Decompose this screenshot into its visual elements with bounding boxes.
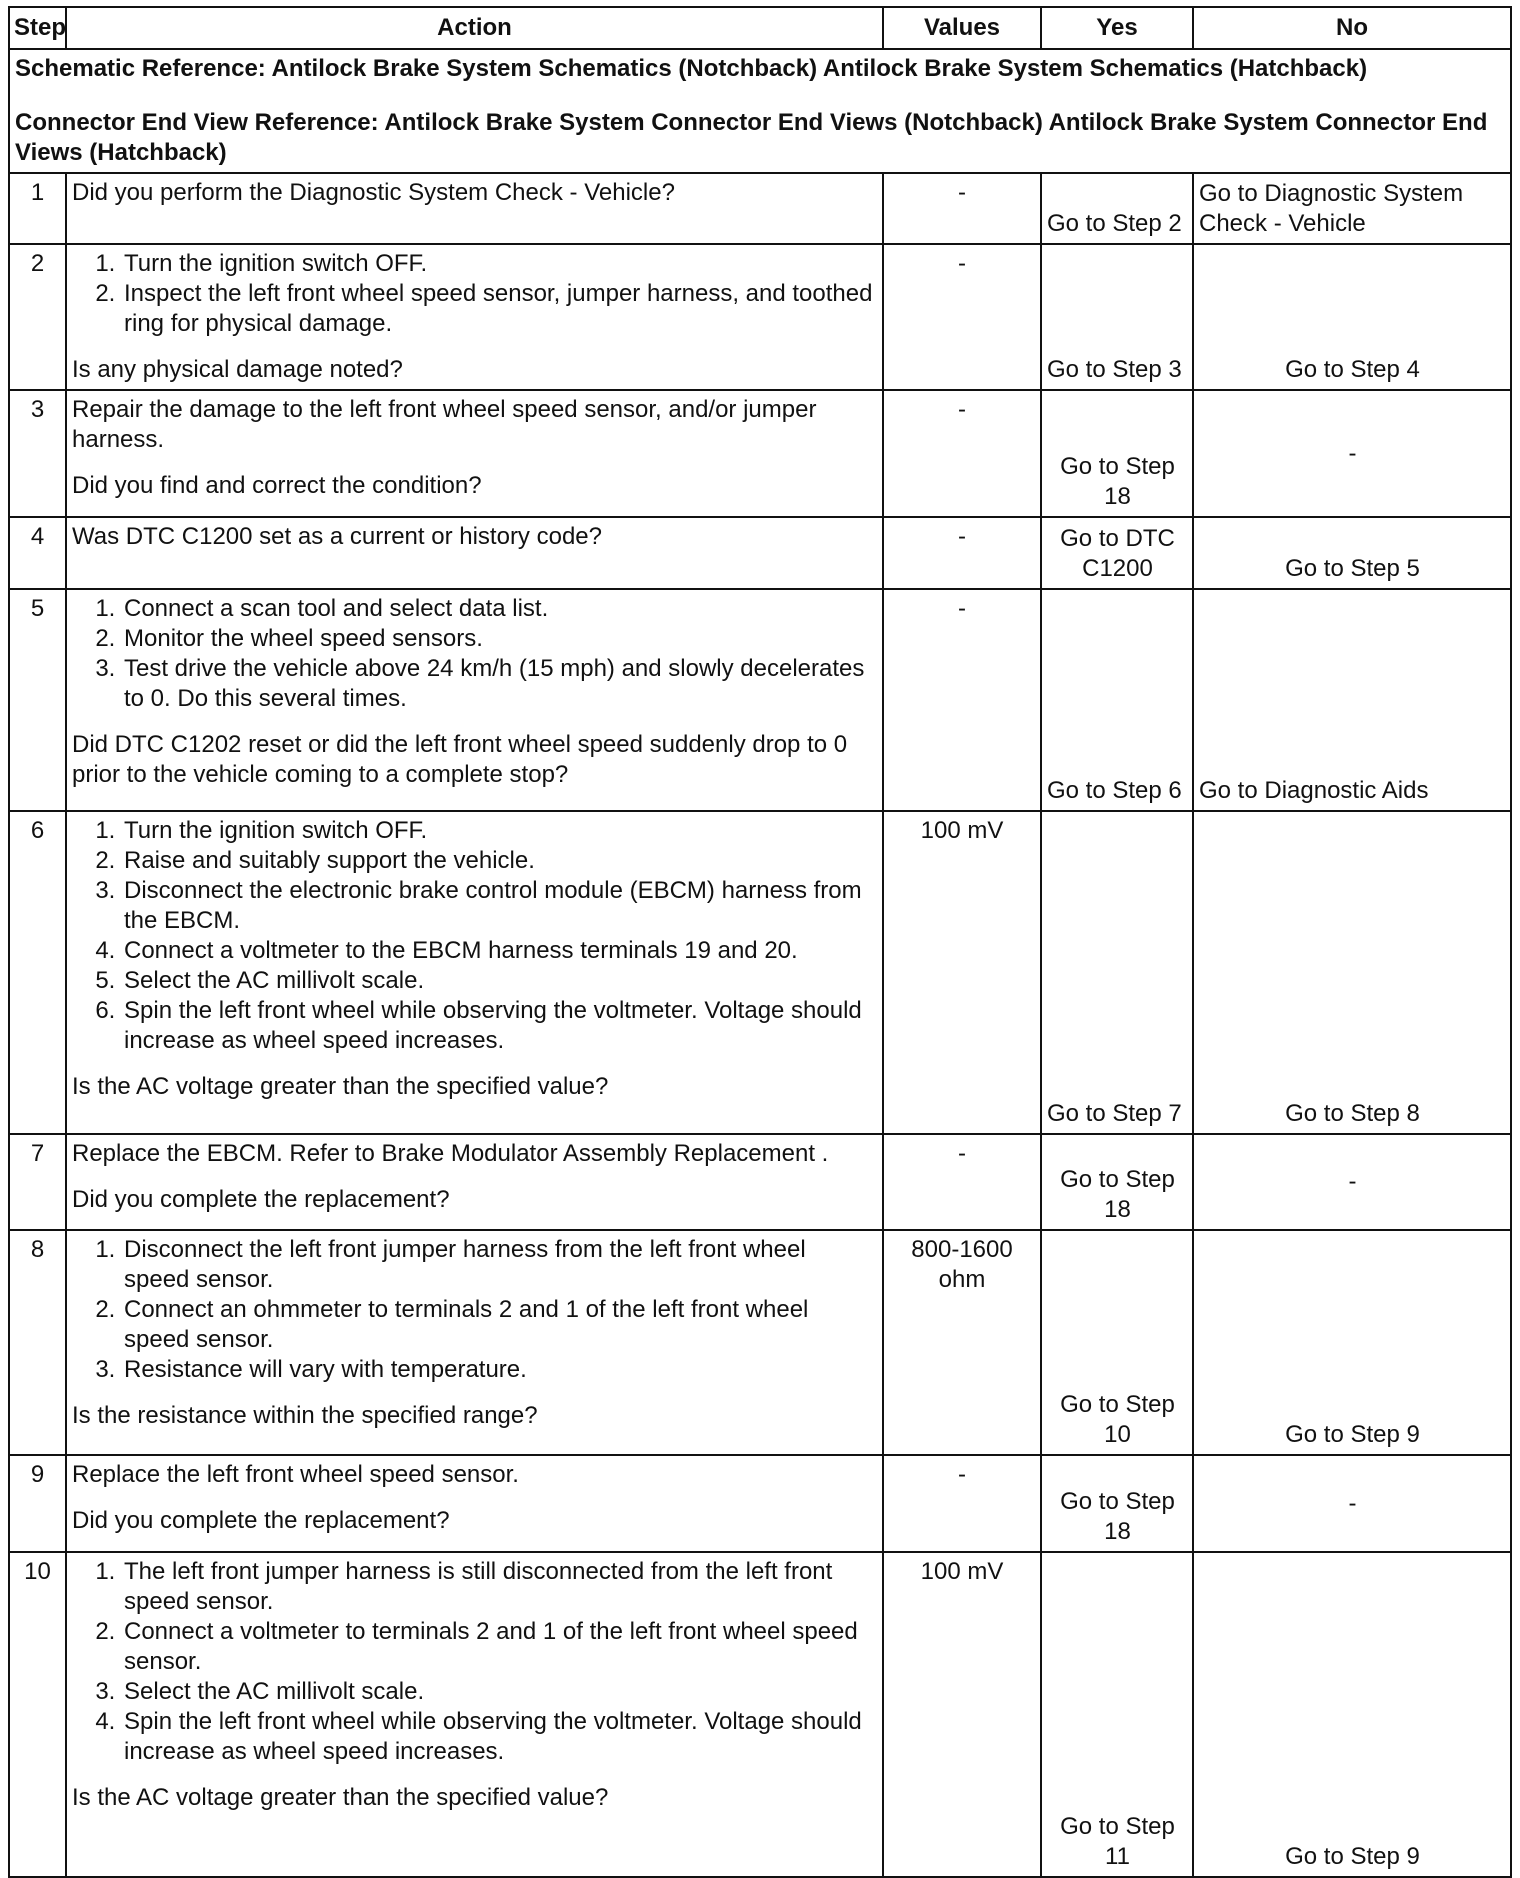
action-cell bbox=[66, 244, 883, 390]
action-text: Did you perform the Diagnostic System Check - Vehicle? bbox=[72, 179, 675, 206]
action-list-item: 2. Monitor the wheel speed sensors. bbox=[122, 624, 877, 654]
diagnostic-table bbox=[8, 6, 1512, 1878]
header-step: Step bbox=[9, 7, 66, 49]
yes-cell bbox=[1041, 517, 1193, 589]
header-values: Values bbox=[883, 7, 1041, 49]
yes-cell bbox=[1041, 589, 1193, 811]
action-list bbox=[72, 249, 877, 339]
action-text: Was DTC C1200 set as a current or history code? bbox=[72, 523, 602, 550]
action-list-item: 2. Raise and suitably support the vehicle. bbox=[122, 846, 877, 876]
action-cell bbox=[66, 1230, 883, 1455]
table-row bbox=[9, 1552, 1511, 1877]
no-target: Go to Step 9 bbox=[1285, 1843, 1420, 1870]
step-number: 1 bbox=[9, 173, 66, 244]
yes-target: Go to DTC C1200 bbox=[1060, 525, 1175, 582]
action-cell bbox=[66, 811, 883, 1134]
yes-target: Go to Step 6 bbox=[1047, 777, 1182, 804]
action-list-item: 6. Spin the left front wheel while observing the voltmeter. Voltage should increase as wheel speed increases. bbox=[122, 996, 877, 1056]
connector-reference: Connector End View Reference: Antilock Brake System Connector End Views (Notchback) Antilock Brake System Connector End Views (Hatchback) bbox=[15, 109, 1488, 166]
no-target: - bbox=[1348, 1489, 1357, 1517]
action-list-item: 2. Inspect the left front wheel speed sensor, jumper harness, and toothed ring for physical damage. bbox=[122, 279, 877, 339]
action-cell bbox=[66, 390, 883, 517]
action-text: Replace the EBCM. Refer to Brake Modulator Assembly Replacement . bbox=[72, 1140, 829, 1167]
no-target: Go to Step 8 bbox=[1285, 1100, 1420, 1127]
action-list-item: 1. Turn the ignition switch OFF. bbox=[122, 816, 877, 846]
step-number: 2 bbox=[9, 244, 66, 390]
yes-cell bbox=[1041, 1455, 1193, 1552]
value-cell: - bbox=[883, 589, 1041, 811]
action-question: Is the resistance within the specified range? bbox=[72, 1402, 538, 1429]
value-cell: - bbox=[883, 390, 1041, 517]
value-cell: - bbox=[883, 517, 1041, 589]
action-list bbox=[72, 1557, 877, 1767]
yes-target: Go to Step 11 bbox=[1060, 1813, 1175, 1870]
no-cell bbox=[1193, 1552, 1511, 1877]
action-cell bbox=[66, 1455, 883, 1552]
action-list-item: 3. Test drive the vehicle above 24 km/h (15 mph) and slowly decelerates to 0. Do this several times. bbox=[122, 654, 877, 714]
step-number: 9 bbox=[9, 1455, 66, 1552]
action-list-item: 3. Select the AC millivolt scale. bbox=[122, 1677, 877, 1707]
action-text: Repair the damage to the left front wheel speed sensor, and/or jumper harness. bbox=[72, 396, 817, 453]
action-question: Is any physical damage noted? bbox=[72, 356, 403, 383]
yes-cell bbox=[1041, 1552, 1193, 1877]
no-target: Go to Step 4 bbox=[1285, 356, 1420, 383]
action-text: Replace the left front wheel speed sensor. bbox=[72, 1461, 519, 1488]
action-question: Did you find and correct the condition? bbox=[72, 472, 482, 499]
action-list-item: 5. Select the AC millivolt scale. bbox=[122, 966, 877, 996]
no-cell bbox=[1193, 811, 1511, 1134]
no-cell bbox=[1193, 1134, 1511, 1230]
table-row bbox=[9, 244, 1511, 390]
table-row bbox=[9, 1230, 1511, 1455]
no-target: - bbox=[1348, 1168, 1357, 1195]
reference-cell bbox=[9, 49, 1511, 173]
header-yes: Yes bbox=[1041, 7, 1193, 49]
no-target: - bbox=[1348, 439, 1357, 467]
value-cell: - bbox=[883, 1455, 1041, 1552]
action-cell bbox=[66, 173, 883, 244]
yes-target: Go to Step 10 bbox=[1060, 1391, 1175, 1448]
header-action: Action bbox=[66, 7, 883, 49]
action-question: Did DTC C1202 reset or did the left front wheel speed suddenly drop to 0 prior to the vehicle coming to a complete stop? bbox=[72, 731, 848, 788]
action-cell bbox=[66, 1552, 883, 1877]
step-number: 10 bbox=[9, 1552, 66, 1877]
no-target: Go to Diagnostic Aids bbox=[1199, 777, 1429, 804]
value-cell: - bbox=[883, 173, 1041, 244]
action-list bbox=[72, 1235, 877, 1385]
yes-target: Go to Step 18 bbox=[1060, 1166, 1175, 1223]
no-cell bbox=[1193, 1230, 1511, 1455]
action-list-item: 2. Connect an ohmmeter to terminals 2 and 1 of the left front wheel speed sensor. bbox=[122, 1295, 877, 1355]
step-number: 7 bbox=[9, 1134, 66, 1230]
yes-target: Go to Step 7 bbox=[1047, 1100, 1182, 1127]
no-target: Go to Step 9 bbox=[1285, 1421, 1420, 1448]
action-list-item: 4. Connect a voltmeter to the EBCM harness terminals 19 and 20. bbox=[122, 936, 877, 966]
action-question: Did you complete the replacement? bbox=[72, 1186, 450, 1213]
no-cell bbox=[1193, 390, 1511, 517]
action-list bbox=[72, 594, 877, 714]
yes-cell bbox=[1041, 173, 1193, 244]
table-row bbox=[9, 173, 1511, 244]
step-number: 6 bbox=[9, 811, 66, 1134]
yes-cell bbox=[1041, 390, 1193, 517]
action-question: Did you complete the replacement? bbox=[72, 1507, 450, 1534]
yes-cell bbox=[1041, 1134, 1193, 1230]
action-list-item: 3. Disconnect the electronic brake control module (EBCM) harness from the EBCM. bbox=[122, 876, 877, 936]
steps-body bbox=[9, 173, 1511, 1877]
yes-target: Go to Step 18 bbox=[1060, 453, 1175, 510]
action-cell bbox=[66, 517, 883, 589]
step-number: 4 bbox=[9, 517, 66, 589]
step-number: 3 bbox=[9, 390, 66, 517]
no-cell bbox=[1193, 173, 1511, 244]
no-cell bbox=[1193, 244, 1511, 390]
value-cell: - bbox=[883, 1134, 1041, 1230]
table-row bbox=[9, 811, 1511, 1134]
value-cell: - bbox=[883, 244, 1041, 390]
action-list bbox=[72, 816, 877, 1056]
no-target: Go to Diagnostic System Check - Vehicle bbox=[1199, 180, 1464, 237]
action-cell bbox=[66, 589, 883, 811]
action-list-item: 1. The left front jumper harness is still disconnected from the left front speed sensor. bbox=[122, 1557, 877, 1617]
no-cell bbox=[1193, 1455, 1511, 1552]
reference-row bbox=[9, 49, 1511, 173]
action-list-item: 2. Connect a voltmeter to terminals 2 and 1 of the left front wheel speed sensor. bbox=[122, 1617, 877, 1677]
schematic-reference: Schematic Reference: Antilock Brake System Schematics (Notchback) Antilock Brake System Schematics (Hatchback) bbox=[15, 55, 1368, 82]
value-cell: 100 mV bbox=[883, 1552, 1041, 1877]
header-no: No bbox=[1193, 7, 1511, 49]
action-list-item: 1. Turn the ignition switch OFF. bbox=[122, 249, 877, 279]
yes-target: Go to Step 2 bbox=[1047, 210, 1182, 237]
action-cell bbox=[66, 1134, 883, 1230]
table-row bbox=[9, 1455, 1511, 1552]
action-list-item: 4. Spin the left front wheel while observing the voltmeter. Voltage should increase as wheel speed increases. bbox=[122, 1707, 877, 1767]
value-cell: 800-1600 ohm bbox=[883, 1230, 1041, 1455]
no-cell bbox=[1193, 517, 1511, 589]
table-row bbox=[9, 517, 1511, 589]
step-number: 8 bbox=[9, 1230, 66, 1455]
yes-target: Go to Step 18 bbox=[1060, 1488, 1175, 1545]
diagnostic-page bbox=[8, 6, 1512, 1878]
action-list-item: 3. Resistance will vary with temperature. bbox=[122, 1355, 877, 1385]
action-list-item: 1. Disconnect the left front jumper harness from the left front wheel speed sensor. bbox=[122, 1235, 877, 1295]
header-row bbox=[9, 7, 1511, 49]
action-question: Is the AC voltage greater than the specified value? bbox=[72, 1073, 609, 1100]
table-row bbox=[9, 390, 1511, 517]
table-row bbox=[9, 589, 1511, 811]
yes-cell bbox=[1041, 811, 1193, 1134]
table-row bbox=[9, 1134, 1511, 1230]
no-cell bbox=[1193, 589, 1511, 811]
no-target: Go to Step 5 bbox=[1285, 555, 1420, 582]
yes-target: Go to Step 3 bbox=[1047, 356, 1182, 383]
step-number: 5 bbox=[9, 589, 66, 811]
yes-cell bbox=[1041, 244, 1193, 390]
yes-cell bbox=[1041, 1230, 1193, 1455]
action-list-item: 1. Connect a scan tool and select data list. bbox=[122, 594, 877, 624]
action-question: Is the AC voltage greater than the specified value? bbox=[72, 1784, 609, 1811]
value-cell: 100 mV bbox=[883, 811, 1041, 1134]
